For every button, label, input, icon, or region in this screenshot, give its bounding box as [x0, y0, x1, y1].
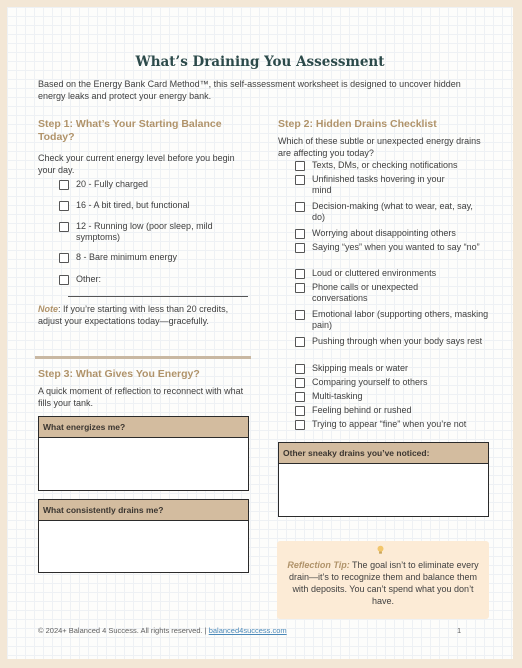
checkbox[interactable] — [295, 229, 305, 239]
drain-item[interactable] — [295, 309, 495, 331]
balance-option[interactable] — [59, 221, 229, 243]
checkbox[interactable] — [295, 283, 305, 293]
checkbox[interactable] — [295, 243, 305, 253]
drain-item[interactable] — [295, 242, 485, 253]
checkbox[interactable] — [295, 269, 305, 279]
checkbox[interactable] — [295, 378, 305, 388]
page-title: What’s Draining You Assessment — [135, 54, 385, 70]
drain-label: Phone calls or unexpected conversations — [312, 282, 419, 303]
checkbox[interactable] — [295, 161, 305, 171]
drain-item[interactable] — [295, 363, 495, 374]
step2-heading: Step 2: Hidden Drains Checklist — [278, 118, 437, 130]
drain-item[interactable] — [295, 268, 495, 279]
page-number: 1 — [457, 626, 462, 635]
drain-label: Texts, DMs, or checking notifications — [312, 160, 458, 170]
other-write-in-line[interactable] — [68, 296, 248, 297]
step3-heading: Step 3: What Gives You Energy? — [38, 368, 200, 380]
checkbox[interactable] — [295, 337, 305, 347]
section-divider — [35, 356, 251, 359]
drain-label: Saying “yes” when you wanted to say “no” — [312, 242, 480, 252]
option-label: 20 - Fully charged — [76, 179, 149, 189]
drain-label: Multi-tasking — [312, 391, 363, 401]
option-label: 16 - A bit tired, but functional — [76, 200, 190, 210]
drain-label: Comparing yourself to others — [312, 377, 428, 387]
drain-item[interactable] — [295, 391, 495, 402]
checkbox[interactable] — [59, 180, 69, 190]
checkbox[interactable] — [295, 364, 305, 374]
option-label: 8 - Bare minimum energy — [76, 252, 178, 262]
lightbulb-icon — [376, 545, 385, 555]
checkbox[interactable] — [295, 420, 305, 430]
tip-label: Reflection Tip: — [287, 560, 350, 570]
drain-label: Pushing through when your body says rest — [312, 336, 483, 346]
checkbox[interactable] — [295, 392, 305, 402]
intro-text: Based on the Energy Bank Card Method™, this self-assessment worksheet is designed to uncover hidden energy leaks and protect your energy bank. — [38, 79, 461, 101]
checkbox[interactable] — [59, 201, 69, 211]
checkbox[interactable] — [295, 202, 305, 212]
energizes-box-heading: What energizes me? — [39, 417, 248, 438]
drain-label: Unfinished tasks hovering in your mind — [312, 174, 445, 195]
drain-item[interactable] — [295, 174, 465, 196]
checkbox[interactable] — [295, 406, 305, 416]
drain-item[interactable] — [295, 336, 495, 347]
balance-option-other[interactable] — [59, 274, 239, 285]
drain-label: Decision-making (what to wear, eat, say, do) — [312, 201, 473, 222]
step3-description: A quick moment of reflection to reconnect with what fills your tank. — [38, 386, 244, 408]
drain-item[interactable] — [295, 282, 445, 304]
checkbox[interactable] — [59, 253, 69, 263]
drain-label: Feeling behind or rushed — [312, 405, 412, 415]
website-link[interactable]: balanced4success.com — [208, 626, 287, 635]
drain-label: Emotional labor (supporting others, masking pain) — [312, 309, 489, 330]
drain-label: Worrying about disappointing others — [312, 228, 456, 238]
reflection-tip — [277, 541, 489, 619]
sneaky-drains-box[interactable] — [278, 442, 489, 517]
drain-item[interactable] — [295, 405, 495, 416]
drain-item[interactable] — [295, 419, 505, 430]
balance-option[interactable] — [59, 252, 239, 263]
drains-box[interactable] — [38, 499, 249, 573]
checkbox[interactable] — [59, 222, 69, 232]
step1-description: Check your current energy level before you begin your day. — [38, 153, 235, 175]
drain-item[interactable] — [295, 201, 475, 223]
drain-item[interactable] — [295, 228, 495, 239]
drain-label: Loud or cluttered environments — [312, 268, 437, 278]
worksheet-page — [7, 7, 513, 659]
option-label: 12 - Running low (poor sleep, mild symptoms) — [76, 221, 213, 242]
checkbox[interactable] — [59, 275, 69, 285]
step2-description: Which of these subtle or unexpected energy drains are affecting you today? — [278, 136, 481, 158]
drain-label: Trying to appear “fine” when you’re not — [312, 419, 467, 429]
drain-label: Skipping meals or water — [312, 363, 409, 373]
balance-option[interactable] — [59, 200, 239, 211]
drain-item[interactable] — [295, 160, 495, 171]
drains-box-heading: What consistently drains me? — [39, 500, 248, 521]
note-label: Note — [38, 304, 58, 314]
footer — [38, 626, 287, 635]
tip-text: The goal isn’t to eliminate every drain—it’s to recognize them and balance them with deposits. You can’t spend what you don’t have. — [289, 560, 479, 606]
copyright-text: © 2024+ Balanced 4 Success. All rights reserved. | — [38, 626, 209, 635]
note — [38, 304, 238, 327]
checkbox[interactable] — [295, 310, 305, 320]
sneaky-drains-box-heading: Other sneaky drains you’ve noticed: — [279, 443, 488, 464]
note-text: : If you’re starting with less than 20 credits, adjust your expectations today—gracefully. — [38, 304, 229, 326]
step1-heading: Step 1: What’s Your Starting Balance Today? — [38, 118, 222, 143]
balance-option[interactable] — [59, 179, 239, 190]
option-label: Other: — [76, 274, 102, 284]
energizes-box[interactable] — [38, 416, 249, 491]
drain-item[interactable] — [295, 377, 495, 388]
checkbox[interactable] — [295, 175, 305, 185]
